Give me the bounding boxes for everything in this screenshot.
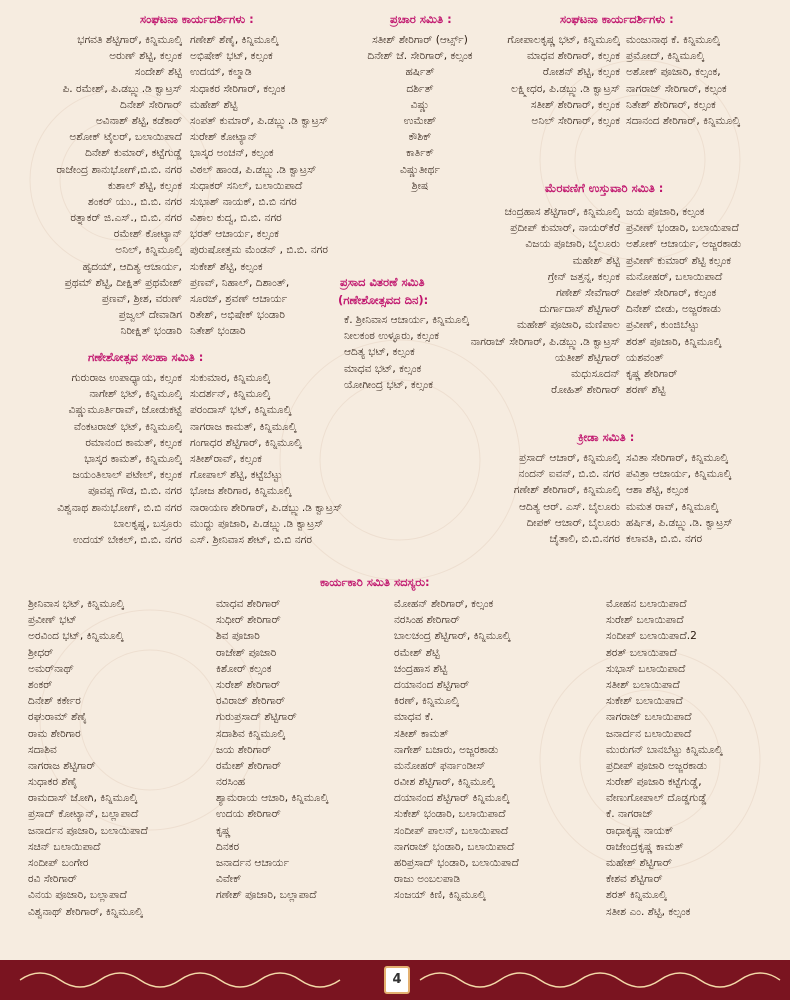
member-name: ಪವಿತ್ರಾ ಆಚಾರ್ಯ, ಕಿನ್ನಿಮೂಲ್ಕಿ [626,468,732,481]
member-name: ಗೋಪಾಲಕೃಷ್ಣ ಭಟ್, ಕಿನ್ನಿಮೂಲ್ಕಿ [507,34,620,46]
member-name: ಸುಭಾಸ್ ಬಲಾಯಿಪಾದೆ [606,662,686,675]
member-name: ಗುರುಪ್ರಸಾದ್ ಶೆಟ್ಟಿಗಾರ್ [216,711,297,724]
publicity-list [350,32,490,194]
member-name: ಪ್ರಜ್ವಲ್ ದೇವಾಡಿಗ [118,309,182,322]
member-name: ಸತೀಶ ಎಂ. ಶೆಟ್ಟಿ, ಕಲ್ಸಂಕ [606,905,691,918]
page-number: 4 [384,966,410,994]
member-name: ಸುರೇಶ್ ಕೋಟ್ಯಾನ್ [190,131,258,144]
member-name: ದಿನೇಶ್ ಕರ್ಕೇರ [28,695,81,708]
member-name: ಆಶಾ ಶೆಟ್ಟಿ, ಕಲ್ಸಂಕ [626,484,689,497]
member-name: ಶ್ರೀಷ [411,179,429,192]
member-name: ವಿಶ್ವನಾಥ ಶಾನುಭೋಗ್, ಬಿ.ಬಿ ನಗರ [57,501,182,514]
member-name: ದಯಾನಂದ ಶೆಟ್ಟಿಗಾರ್ [394,678,470,691]
member-name: ರಮೇಶ್ ಶೇರಿಗಾರ್ [216,759,282,772]
member-name: ಸುದರ್ಶನ್, ಕಿನ್ನಿಮೂಲ್ಕಿ [190,388,271,401]
member-name: ಗುರುರಾಜ ಉಪಾಧ್ಯಾಯ, ಕಲ್ಸಂಕ [71,372,182,384]
member-name: ವಿಷ್ಣುತೀರ್ಥ [400,163,440,176]
member-name: ಕೇಶವ ಶೆಟ್ಟಿಗಾರ್ [606,873,663,886]
member-name: ಗಣೇಶ್ ಶೆಣೈ, ಕಿನ್ನಿಮೂಲ್ಕಿ [190,34,279,46]
member-name: ಸತೀಶ್‌ರಾವ್, ಕಲ್ಸಂಕ [190,452,262,465]
member-name: ದಿನೇಶ್ ಕುಮಾರ್, ಕಟ್ಟೆಗುಡ್ಡೆ [85,147,182,160]
member-name: ಗಣೇಶ್ ಶೇರಿಗಾರ್, ಕಿನ್ನಿಮೂಲ್ಕಿ [513,484,620,497]
section-title-sports: ಕ್ರೀಡಾ ಸಮಿತಿ : [578,430,635,444]
member-name: ಭಾಸ್ಕರ ಅಂಚನ್, ಕಲ್ಸಂಕ [190,147,274,160]
member-name: ಸತೀಶ್ ಶೇರಿಗಾರ್ (ಆರ್ಟ್ಸ್) [372,34,468,46]
member-name: ಅಭಿಷೇಕ್ ಭಟ್, ಕಲ್ಸಂಕ [190,50,273,63]
member-name: ಸುಧೀರ್ ಶೇರಿಗಾರ್ [216,614,281,627]
member-name: ಪ್ರಣವ್, ಶ್ರೀಶ, ವರುಣ್ [101,293,182,305]
member-name: ಸೂರಜ್, ಶ್ರವಣ್ ಆಚಾರ್ಯ [190,293,288,305]
member-name: ಪ್ರದೀಪ್ ಕುಮಾರ್, ನಾಯರ್‌ಕೆರೆ [510,222,620,235]
member-name: ಚೈತಾಲಿ, ಬಿ.ಬಿ.ನಗರ [549,532,620,545]
member-name: ರಮಾನಂದ ಕಾಮತ್, ಕಲ್ಸಂಕ [85,436,182,449]
member-name: ಮಮತ ರಾವ್, ಕಿನ್ನಿಮೂಲ್ಕಿ [626,500,719,513]
member-name: ಹರ್ಷಿತ, ಪಿ.ಡಬ್ಲ್ಯು.ಡಿ. ಕ್ವಾಟ್ರಸ್ [626,516,733,529]
member-name: ವೇಣುಗೋಪಾಲ್ ದೊಡ್ಡಗುಡ್ಡೆ [606,792,707,805]
member-name: ಪ್ರಸಾದ್ ಕೋಟ್ಯಾನ್, ಬಲ್ಲಾಪಾದೆ [28,808,139,821]
member-name: ಅನಿಲ್ ಸೇರಿಗಾರ್, ಕಲ್ಸಂಕ [531,114,620,127]
advisory-col-a [20,370,182,548]
section-title-organizers-left: ಸಂಘಟನಾ ಕಾರ್ಯದರ್ಶಿಗಳು : [140,12,254,26]
member-name: ನಾಗರಾಜ ಶೆಟ್ಟಿಗಾರ್ [28,759,96,772]
member-name: ಶ್ಯಾಮರಾಯ ಆಚಾರಿ, ಕಿನ್ನಿಮೂಲ್ಕಿ [216,792,329,805]
member-name: ದಿನಕರ [216,840,240,853]
member-name: ಪುರುಷೋತ್ತಮ ಮೆಂಡನ್ , ಬಿ.ಬಿ. ನಗರ [190,244,328,257]
member-name: ಮಧುಸೂದನ್ [571,367,620,380]
member-name: ಸಂದೀಪ್ ಬಲಾಯಿಪಾದೆ.2 [606,630,697,643]
member-name: ಕಿಶೋರ್ ಕಲ್ಸಂಕ [216,662,272,675]
member-name: ವಿಶಾಲ ಕುದ್ವ, ಬಿ.ಬಿ. ನಗರ [190,212,282,225]
member-name: ಮನೋಹರ್ ಫರ್ನಾಂಡೀಸ್ [394,759,486,772]
member-name: ಸದಾಶಿವ [28,743,57,756]
member-name: ನಾಗರಾಜ್ ಸೇರಿಗಾರ್, ಪಿ.ಡಬ್ಲ್ಯು.ಡಿ ಕ್ವಾಟ್ರಸ್ [470,335,620,348]
member-name: ಕಾರ್ತಿಕ್ [406,147,434,160]
member-name: ಕೆ. ನಾಗರಾಜ್ [606,808,654,821]
member-name: ರಾಮದಾಸ್ ಜೋಗಿ, ಕಿನ್ನಿಮೂಲ್ಕಿ [28,792,138,805]
member-name: ದಿನೇಶ್ ಬೀಡು, ಅಜ್ಜರಕಾಡು [626,303,721,316]
member-name: ಮೋಹನ ಬಲಾಯಿಪಾದೆ [606,598,687,610]
member-name: ದೀಪಕ್ ಸೇರಿಗಾರ್, ಕಲ್ಸಂಕ [626,286,717,299]
section-title-executive: ಕಾರ್ಯಕಾರಿ ಸಮಿತಿ ಸದಸ್ಯರು: [320,575,430,589]
member-name: ರೋಶನ್ ಶೆಟ್ಟಿ, ಕಲ್ಸಂಕ [542,66,620,79]
member-name: ಸಂದೇಶ್ ಶೆಟ್ಟಿ [134,66,182,79]
member-name: ಶರತ್ ಪೂಜಾರಿ, ಕಿನ್ನಿಮೂಲ್ಕಿ [626,335,722,348]
member-name: ಮುದ್ದು ಪೂಜಾರಿ, ಪಿ.ಡಬ್ಲ್ಯು.ಡಿ ಕ್ವಾಟ್ರಸ್ [190,517,324,530]
member-name: ಮಂಜುನಾಥ ಕೆ. ಕಿನ್ನಿಮೂಲ್ಕಿ [626,34,720,46]
member-name: ಪೂವಪ್ಪ ಗೌಡ, ಬಿ.ಬಿ. ನಗರ [88,485,182,498]
executive-col-a [28,596,206,920]
member-name: ರವೀಶ ಶೆಟ್ಟಿಗಾರ್, ಕಿನ್ನಿಮೂಲ್ಕಿ [394,776,495,789]
member-name: ಸತೀಶ್ ಬಲಾಯಿಪಾದೆ [606,678,680,691]
member-name: ಲಕ್ಷ್ಮೀಧರ, ಪಿ.ಡಬ್ಲ್ಯು.ಡಿ ಕ್ವಾಟ್ರಸ್ [511,82,620,95]
member-name: ಶಂಕರ್ ಯು., ಬಿ.ಬಿ. ನಗರ [87,195,182,208]
member-name: ನಾಗರಾಜ್ ಬಲಾಯಿಪಾದೆ [606,711,692,724]
member-name: ರಾಧಾಕೃಷ್ಣ ನಾಯಕ್ [606,824,674,837]
member-name: ಯತೀಶ್ ಶೆಟ್ಟಿಗಾರ್ [554,351,620,364]
member-name: ಗಣೇಶ್ ಪೂಜಾರಿ, ಬಲ್ಲಾಪಾದೆ [216,889,317,902]
organizers-right-col-b [626,32,786,129]
member-name: ಉದಯ ಶೇರಿಗಾರ್ [216,808,281,821]
member-name: ವಿವೇಕ್ [216,873,242,886]
member-name: ನಾಗೇಶ್ ಭಟ್, ಕಿನ್ನಿಮೂಲ್ಕಿ [89,388,182,401]
member-name: ಪರಂದಾಸ್ ಭಟ್, ಕಿನ್ನಿಮೂಲ್ಕಿ [190,404,292,417]
member-name: ಶ್ರೀಧರ್ [28,646,54,659]
member-name: ದಯಾನಂದ ಶೆಟ್ಟಿಗಾರ್ ಕಿನ್ನಿಮೂಲ್ಕಿ [394,792,510,805]
member-name: ಕುಶಾಲ್ ಶೆಟ್ಟಿ, ಕಲ್ಸಂಕ [107,179,182,192]
member-name: ನರಸಿಂಹ ಶೇರಿಗಾರ್ [394,614,460,627]
member-name: ಯೋಗೀಂದ್ರ ಭಟ್, ಕಲ್ಸಂಕ [344,378,433,391]
member-name: ಅಶೋಕ್ ಟೈಲರ್, ಬಲಾಯಿಪಾದೆ [69,131,182,144]
member-name: ಕೆ. ಶ್ರೀನಿವಾಸ ಆಚಾರ್ಯ, ಕಿನ್ನಿಮೂಲ್ಕಿ [344,314,470,326]
member-name: ವಿಷ್ಣುಮೂರ್ತಿರಾವ್, ಜೋಡುಕಟ್ಟೆ [68,404,182,417]
section-title-prasada: ಪ್ರಸಾದ ವಿತರಣೆ ಸಮಿತಿ [340,275,425,289]
member-name: ಗ್ರೇನ್ ಜತ್ತನ್ನ, ಕಲ್ಸಂಕ [547,270,620,283]
member-name: ರವಿ ಸೇರಿಗಾರ್ [28,873,78,886]
member-name: ಮಾಧವ ಶೇರಿಗಾರ್, ಕಲ್ಸಂಕ [526,50,620,63]
member-name: ಮನೋಹರ್, ಬಲಾಯಿಪಾದೆ [626,270,723,283]
sports-col-a [470,450,620,547]
member-name: ಗೋಪಾಲ್ ಶೆಟ್ಟಿ, ಕಟ್ಟೆಬೆಟ್ಟು [190,469,283,482]
member-name: ಸವಿತಾ ಸೇರಿಗಾರ್, ಕಿನ್ನಿಮೂಲ್ಕಿ [626,452,728,464]
member-name: ಉಮೇಶ್ [403,114,437,127]
section-title-organizers-right: ಸಂಘಟನಾ ಕಾರ್ಯದರ್ಶಿಗಳು : [560,12,674,26]
member-name: ಸಂದೀಪ್ ಬಂಗೇರ [28,857,89,869]
member-name: ಮುರುಗನ್ ಬಾನಬೆಟ್ಟು ಕಿನ್ನಿಮೂಲ್ಕಿ [606,743,723,756]
member-name: ನಿರೀಕ್ಷಿತ್ ಭಂಡಾರಿ [120,325,182,338]
member-name: ನಾಗರಾಜ್ ಸೇರಿಗಾರ್, ಕಲ್ಸಂಕ [626,82,727,95]
member-name: ಜನಾರ್ದನ ಆಚಾರ್ಯ [216,857,290,869]
member-name: ಸುರೇಶ್ ಬಲಾಯಿಪಾದೆ [606,614,684,627]
member-name: ಪ್ರವೀಣ್, ಕುಂಜಿಬೆಟ್ಟು [626,319,700,332]
member-name: ನರಸಿಂಹ [216,776,246,789]
member-name: ನೀಲಕಂಠ ಉಳ್ಳೂರು, ಕಲ್ಸಂಕ [344,330,440,343]
member-name: ರವಿರಾಜ್ ಶೇರಿಗಾರ್ [216,695,286,708]
member-name: ಶರತ್ ಕಿನ್ನಿಮೂಲ್ಕಿ [606,889,667,902]
procession-col-a [464,204,620,398]
member-name: ಸತೀಶ್ ಕಾಮತ್ [394,727,449,740]
member-name: ಜನಾರ್ದನ ಬಲಾಯಿಪಾದೆ [606,727,692,740]
section-title-procession: ಮೆರವಣಿಗೆ ಉಸ್ತುವಾರಿ ಸಮಿತಿ : [545,181,664,195]
member-name: ಸುಧಾಕರ್ ಸನಿಲ್, ಬಲಾಯಿಪಾದೆ [190,179,303,192]
member-name: ಆದಿತ್ಯ ಆರ್. ಎಸ್. ಬೈಲೂರು [519,500,620,513]
member-name: ಸುರೇಶ್ ಪೂಜಾರಿ ಕಟ್ಟೆಗುಡ್ಡೆ, [606,776,702,789]
member-name: ರಾಜೇಶ್ ಪೂಜಾರಿ [216,646,277,659]
member-name: ಸದಾನಂದ ಶೇರಿಗಾರ್, ಕಿನ್ನಿಮೂಲ್ಕಿ [626,114,740,127]
member-name: ಮಹೇಶ್ ಶೆಟ್ಟಿ [190,98,238,111]
member-name: ಸದಾಶಿವ ಕಿನ್ನಿಮೂಲ್ಕಿ [216,727,286,740]
advisory-col-b [190,370,380,548]
member-name: ಆದಿತ್ಯ ಭಟ್, ಕಲ್ಸಂಕ [344,346,415,359]
member-name: ರತ್ನಾಕರ್ ಜಿ.ಎಸ್., ಬಿ.ಬಿ. ನಗರ [70,212,182,225]
member-name: ಭಾಸ್ಕರ ಕಾಮತ್, ಕಿನ್ನಿಮೂಲ್ಕಿ [84,452,182,465]
member-name: ಶರಣ್ ಶೆಟ್ಟಿ [626,384,666,397]
member-name: ಯಶವಂತ್ [626,351,664,364]
member-name: ಸುಧಾಕರ ಸೇರಿಗಾರ್, ಕಲ್ಸಂಕ [190,82,286,95]
member-name: ನಾಗರಾಜ ಕಾಮತ್, ಕಿನ್ನಿಮೂಲ್ಕಿ [190,420,297,433]
member-name: ರಿತೇಶ್, ಅಭಿಷೇಕ್ ಭಂಡಾರಿ [190,309,286,322]
section-title-publicity: ಪ್ರಚಾರ ಸಮಿತಿ : [390,12,452,26]
member-name: ರಮೇಶ್ ಕೋಟ್ಯಾನ್ [113,228,182,241]
executive-col-b [216,596,394,904]
member-name: ನಂದನ್ ಐವನ್, ಬಿ.ಬಿ. ನಗರ [518,468,620,481]
member-name: ಕೃಷ್ಣ ಶೇರಿಗಾರ್ [626,367,678,380]
member-name: ನಿತೇಶ್ ಶೇರಿಗಾರ್, ಕಲ್ಸಂಕ [626,98,716,111]
organizers-left-col-a [20,32,182,340]
member-name: ಗಂಗಾಧರ ಶೆಟ್ಟಿಗಾರ್, ಕಿನ್ನಿಮೂಲ್ಕಿ [190,436,302,449]
member-name: ಚಂದ್ರಹಾಸ ಶೆಟ್ಟಿ [394,662,448,675]
member-name: ಉದಯ್, ಕಲ್ಮಾಡಿ [190,66,252,79]
member-name: ಪ್ರಸಾದ್ ಆಚಾರ್, ಕಿನ್ನಿಮೂಲ್ಕಿ [519,452,620,464]
member-name: ಸುಭಾಶ್ ನಾಯಕ್, ಬಿ.ಬಿ ನಗರ [190,195,297,208]
member-name: ಬಾಲಕೃಷ್ಣ, ಬಸ್ರೂರು [113,517,182,530]
member-name: ಕಿರಣ್, ಕಿನ್ನಿಮೂಲ್ಕಿ [394,695,459,708]
member-name: ಮಾಧವ ಭಟ್, ಕಲ್ಸಂಕ [344,362,422,375]
member-name: ಅನಿಲ್, ಕಿನ್ನಿಮೂಲ್ಕಿ [115,244,182,257]
member-name: ಪ್ರವೀಣ್ ಭಂಡಾರಿ, ಬಲಾಯಿಪಾದೆ [626,222,739,235]
member-name: ಶಿವ ಪೂಜಾರಿ [216,630,260,643]
member-name: ರಾಮ ಶೇರಿಗಾರ [28,727,81,740]
member-name: ಶರತ್ ಬಲಾಯಿಪಾದೆ [606,646,677,659]
section-title-advisory: ಗಣೇಶೋತ್ಸವ ಸಲಹಾ ಸಮಿತಿ : [88,350,204,364]
member-name: ಸುಕೇಶ್ ಶೆಟ್ಟಿ, ಕಲ್ಸಂಕ [190,260,263,273]
member-name: ವಿಶ್ವನಾಥ್ ಶೇರಿಗಾರ್, ಕಿನ್ನಿಮೂಲ್ಕಿ [28,905,143,918]
member-name: ಭೋಜ ಶೇರಿಗಾರ, ಕಿನ್ನಿಮೂಲ್ಕಿ [190,485,292,498]
member-name: ದುರ್ಗಾದಾಸ್ ಶೆಟ್ಟಿಗಾರ್ [539,303,620,316]
member-name: ಪ್ರಮೋದ್, ಕಿನ್ನಿಮೂಲ್ಕಿ [626,50,705,63]
member-name: ರಾಜು ಅಂಬಲಪಾಡಿ [394,873,461,886]
sports-col-b [626,450,786,547]
member-name: ಎಸ್. ಶ್ರೀನಿವಾಸ ಶೇಟ್, ಬಿ.ಬಿ ನಗರ [190,533,312,546]
member-name: ವಿನಯ ಪೂಜಾರಿ, ಬಲ್ಲಾಪಾದೆ [28,889,127,902]
organizers-right-col-a [470,32,620,129]
member-name: ಮಹೇಶ್ ಶೆಟ್ಟಿಗಾರ್ [606,857,672,869]
member-name: ಚಂದ್ರಹಾಸ ಶೆಟ್ಟಿಗಾರ್, ಕಿನ್ನಿಮೂಲ್ಕಿ [504,206,620,218]
member-name: ಹರಿಪ್ರಸಾದ್ ಭಂಡಾರಿ, ಬಲಾಯಿಪಾದೆ [394,857,519,869]
member-name: ವಿಠಲ್ ಹಾಂಡ, ಪಿ.ಡಬ್ಲ್ಯು.ಡಿ ಕ್ವಾಟ್ರಸ್ [190,163,317,176]
member-name: ಪ್ರದೀಪ್ ಪೂಜಾರಿ ಅಜ್ಜರಕಾಡು [606,759,708,772]
member-name: ಮಹೇಶ್ ಶೆಟ್ಟಿ [572,254,620,267]
member-name: ಅಮರ್‌ನಾಥ್ [28,662,74,675]
member-name: ಸಚಿನ್ ಬಲಾಯಿಪಾದೆ [28,840,101,853]
member-name: ರಮೇಶ್ ಶೆಟ್ಟಿ [394,646,440,659]
member-name: ನಾಗೇಶ್ ಬಜಾರು, ಅಜ್ಜರಕಾಡು [394,743,499,756]
member-name: ಕಲಾವತಿ, ಬಿ.ಬಿ. ನಗರ [626,532,703,545]
member-name: ವಿಷ್ಣು [410,98,430,111]
member-name: ಭಗವತಿ ಶೆಟ್ಟಿಗಾರ್, ಕಿನ್ನಿಮೂಲ್ಕಿ [77,34,182,46]
section-subtitle-prasada: (ಗಣೇಶೋತ್ಸವದ ದಿನ): [338,293,429,307]
member-name: ನಿತೇಶ್ ಭಂಡಾರಿ [190,325,246,338]
member-name: ಜಯ ಪೂಜಾರಿ, ಕಲ್ಸಂಕ [626,206,705,218]
member-name: ಶಂಕರ್ [28,678,53,691]
member-name: ದರ್ಶಿತ್ [406,82,434,95]
member-name: ಸುಕುಮಾರ, ಕಿನ್ನಿಮೂಲ್ಕಿ [190,372,271,384]
member-name: ಅರವಿಂದ ಭಟ್, ಕಿನ್ನಿಮೂಲ್ಕಿ [28,630,124,643]
member-name: ರೋಹಿತ್ ಶೇರಿಗಾರ್ [551,384,620,397]
member-name: ಅಶೋಕ್ ಪೂಜಾರಿ, ಕಲ್ಸಂಕ, [626,66,721,79]
member-name: ಸುಧಾಕರ ಶೆಣೈ [28,776,78,789]
member-name: ದಿನೇಶ್ ಜೆ. ಸೇರಿಗಾರ್, ಕಲ್ಸಂಕ [367,50,473,63]
member-name: ಪಿ. ರಮೇಶ್, ಪಿ.ಡಬ್ಲ್ಯು.ಡಿ ಕ್ವಾಟ್ರಸ್ [62,82,182,95]
member-name: ಪ್ರಣವ್, ನಿಹಾಲ್, ದಿಶಾಂತ್, [190,276,290,289]
member-name: ದೀಪಕ್ ಆಚಾರ್, ಬೈಲೂರು [526,516,620,529]
member-name: ಭರತ್ ಆಚಾರ್ಯ, ಕಲ್ಸಂಕ [190,228,279,241]
member-name: ಶ್ರೀನಿವಾಸ ಭಟ್, ಕಿನ್ನಿಮೂಲ್ಕಿ [28,598,124,610]
member-name: ಸುಕೇಶ್ ಭಂಡಾರಿ, ಬಲಾಯಿಪಾದೆ [394,808,506,821]
member-name: ನಾರಾಯಣ ಶೇರಿಗಾರ್, ಪಿ.ಡಬ್ಲ್ಯು.ಡಿ ಕ್ವಾಟ್ರಸ್ [190,501,343,514]
member-name: ರಾಜೇಂದ್ರಕೃಷ್ಣ ಕಾಮತ್ [606,840,684,853]
member-name: ಪ್ರವೀಣ್ ಕುಮಾರ್ ಶೆಟ್ಟಿ ಕಲ್ಸಂಕ [626,254,731,267]
member-name: ಸಂಜಯ್ ಕಿಣಿ, ಕಿನ್ನಿಮೂಲ್ಕಿ [394,889,486,902]
member-name: ಸುಕೇಶ್ ಬಲಾಯಿಪಾದೆ [606,695,683,708]
member-name: ಮಾಧವ ಕೆ. [394,711,434,724]
member-name: ಪ್ರವೀಣ್ ಭಟ್ [28,614,77,627]
member-name: ಪ್ರಥಮ್ ಶೆಟ್ಟಿ, ದೀಕ್ಷಿತ್ ಪ್ರಥಮೇಶ್ [64,276,182,289]
member-name: ಹೃದಯ್, ಆದಿತ್ಯ ಆಚಾರ್ಯ, [82,260,182,273]
member-name: ನಾಗರಾಜ್ ಭಂಡಾರಿ, ಬಲಾಯಿಪಾದೆ [394,840,515,853]
member-name: ವಿಜಯ ಪೂಜಾರಿ, ಬೈಲೂರು [525,238,620,251]
member-name: ಕೌಶಿಕ್ [408,131,432,144]
member-name: ಸಂಪತ್ ಕುಮಾರ್, ಪಿ.ಡಬ್ಲ್ಯು.ಡಿ ಕ್ವಾಟ್ರಸ್ [190,114,329,127]
member-name: ಸತೀಶ್ ಶೇರಿಗಾರ್, ಕಲ್ಸಂಕ [530,98,620,111]
member-name: ಉದಯ್ ಬೇಕಲ್, ಬಿ.ಬಿ. ನಗರ [73,533,182,546]
organizers-left-col-b [190,32,340,340]
member-name: ಜನಾರ್ದನ ಪೂಜಾರಿ, ಬಲಾಯಿಪಾದೆ [28,824,148,837]
member-name: ಗಣೇಶ್ ಸೇವೆಗಾರ್ [556,286,620,299]
member-name: ದಿನೇಶ್ ಸೇರಿಗಾರ್ [119,98,182,111]
member-name: ಅವಿನಾಶ್ ಶೆಟ್ಟಿ, ಕಡೆಕಾರ್ [95,114,182,127]
executive-col-d [606,596,788,920]
member-name: ಬಾಲಚಂದ್ರ ಶೆಟ್ಟಿಗಾರ್, ಕಿನ್ನಿಮೂಲ್ಕಿ [394,630,511,643]
member-name: ಅಶೋಕ್ ಆಚಾರ್ಯ, ಅಜ್ಜರಕಾಡು [626,238,742,251]
member-name: ವೆಂಕಟರಾಜ್ ಭಟ್, ಕಿನ್ನಿಮೂಲ್ಕಿ [73,420,182,433]
member-name: ಜಯ ಶೇರಿಗಾರ್ [216,743,272,756]
member-name: ಮಾಧವ ಶೇರಿಗಾರ್ [216,598,281,610]
member-name: ಸಂದೀಪ್ ಪಾಲನ್, ಬಲಾಯಿಪಾದೆ [394,824,509,837]
executive-col-c [394,596,594,904]
member-name: ಮಹೇಶ್ ಪೂಜಾರಿ, ಮಣಿಪಾಲ [516,319,620,332]
member-name: ಜಯಂತಿಲಾಲ್ ಪಟೇಲ್, ಕಲ್ಸಂಕ [72,469,182,482]
member-name: ಮೋಹನ್ ಶೇರಿಗಾರ್, ಕಲ್ಸಂಕ [394,598,494,610]
member-name: ಸುರೇಶ್ ಶೇರಿಗಾರ್ [216,678,281,691]
procession-col-b [626,204,786,398]
member-name: ರಘುರಾಮ್ ಶೆಣೈ [28,711,87,724]
member-name: ಹರ್ಷಿತ್ [405,66,435,79]
member-name: ಕೃಷ್ಣ [216,824,231,837]
member-name: ರಾಜೇಂದ್ರ ಶಾನುಭೋಗ್,ಬಿ.ಬಿ. ನಗರ [56,163,182,176]
member-name: ಅರುಣ್ ಶೆಟ್ಟಿ, ಕಲ್ಸಂಕ [109,50,182,63]
